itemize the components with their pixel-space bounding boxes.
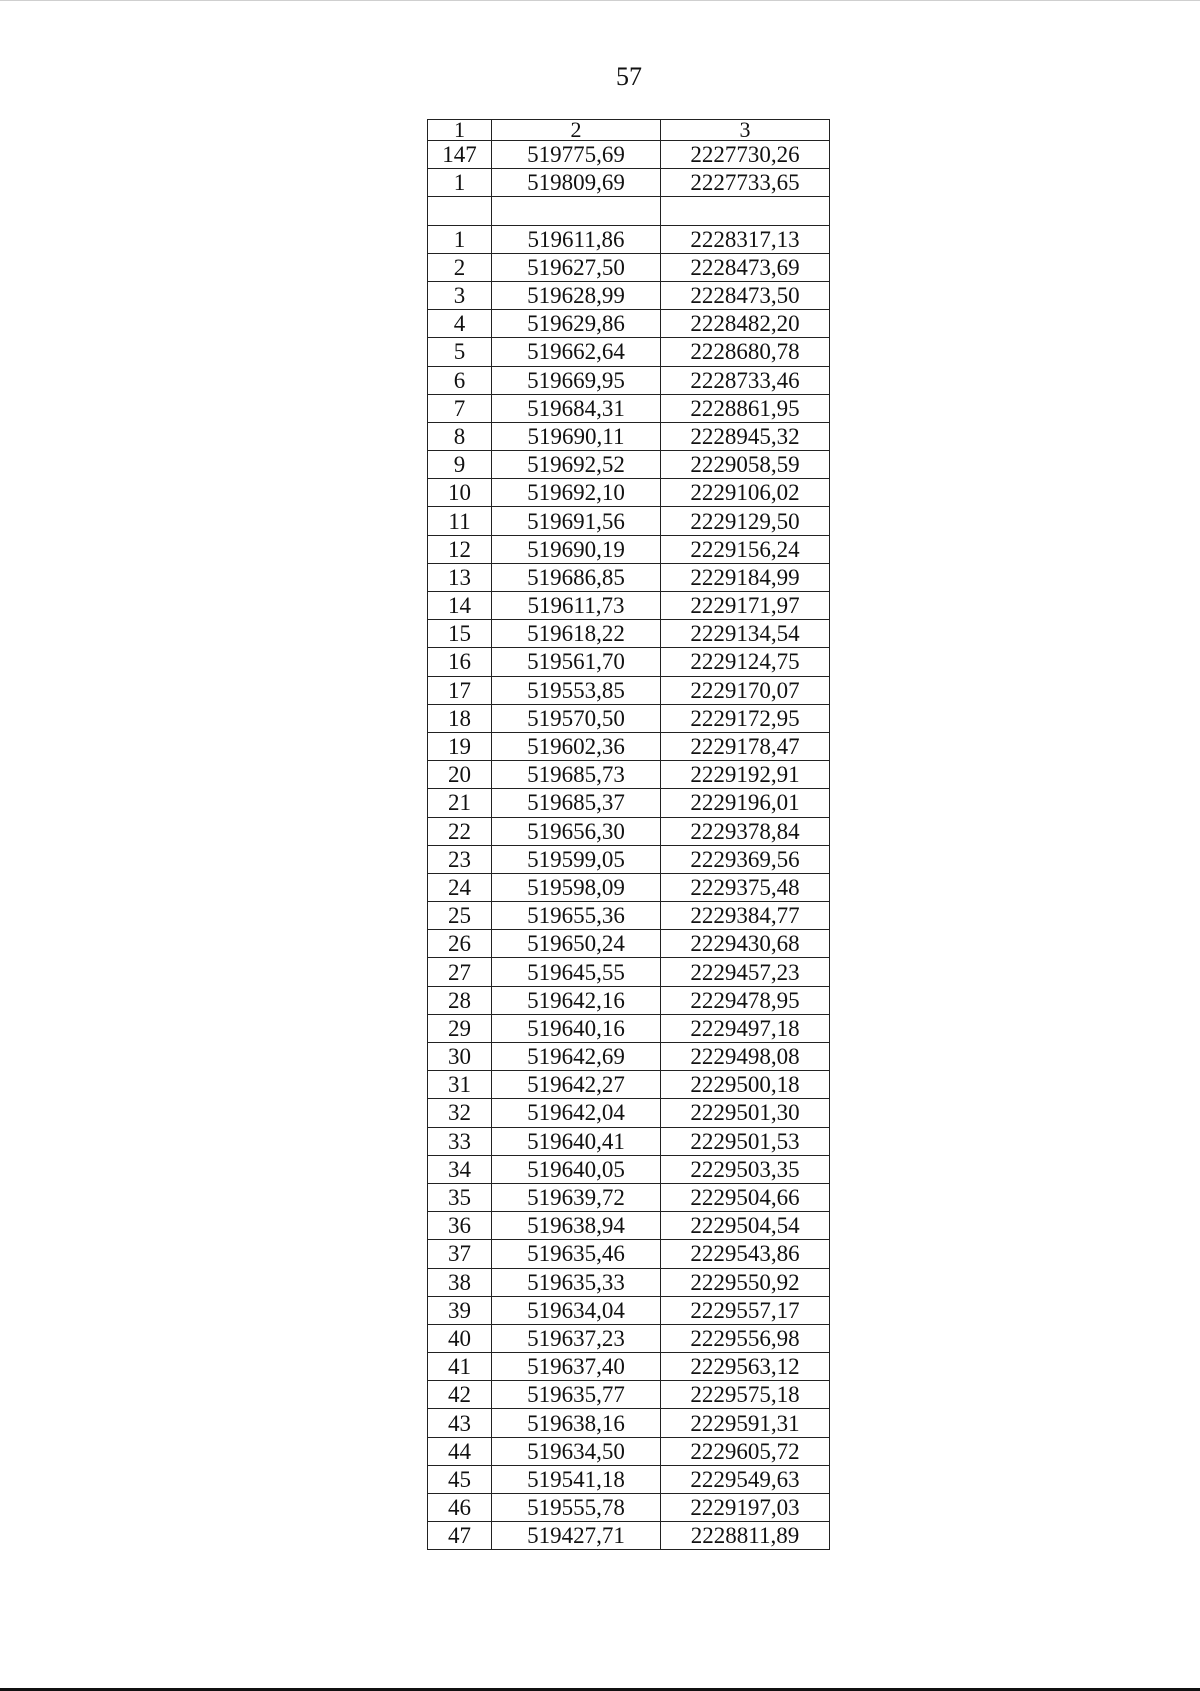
y-coordinate-cell: 2229563,12	[661, 1353, 830, 1381]
x-coordinate-cell: 519602,36	[492, 732, 661, 760]
y-coordinate-cell: 2229375,48	[661, 873, 830, 901]
y-coordinate-cell: 2229497,18	[661, 1014, 830, 1042]
x-coordinate-cell: 519640,41	[492, 1127, 661, 1155]
point-number-cell: 31	[428, 1071, 492, 1099]
point-number-cell: 7	[428, 394, 492, 422]
table-row	[428, 338, 830, 366]
table-row	[428, 225, 830, 253]
y-coordinate-cell: 2229369,56	[661, 845, 830, 873]
y-coordinate-cell: 2228680,78	[661, 338, 830, 366]
table-row	[428, 1043, 830, 1071]
table-row	[428, 197, 830, 225]
column-header: 2	[492, 120, 661, 141]
x-coordinate-cell: 519635,77	[492, 1381, 661, 1409]
point-number-cell: 32	[428, 1099, 492, 1127]
point-number-cell: 35	[428, 1183, 492, 1211]
point-number-cell: 14	[428, 592, 492, 620]
y-coordinate-cell: 2229501,53	[661, 1127, 830, 1155]
table-row	[428, 1437, 830, 1465]
table-row	[428, 563, 830, 591]
point-number-cell: 20	[428, 761, 492, 789]
y-coordinate-cell: 2227730,26	[661, 141, 830, 169]
table-row	[428, 817, 830, 845]
point-number-cell: 10	[428, 479, 492, 507]
table-row	[428, 1240, 830, 1268]
table-row	[428, 366, 830, 394]
y-coordinate-cell: 2229178,47	[661, 732, 830, 760]
point-number-cell: 15	[428, 620, 492, 648]
x-coordinate-cell: 519692,52	[492, 451, 661, 479]
point-number-cell: 27	[428, 958, 492, 986]
y-coordinate-cell: 2228861,95	[661, 394, 830, 422]
point-number-cell: 39	[428, 1296, 492, 1324]
table-row	[428, 845, 830, 873]
y-coordinate-cell: 2228473,69	[661, 253, 830, 281]
table-row	[428, 1099, 830, 1127]
y-coordinate-cell: 2229503,35	[661, 1155, 830, 1183]
point-number-cell: 46	[428, 1494, 492, 1522]
y-coordinate-cell: 2229504,54	[661, 1212, 830, 1240]
y-coordinate-cell: 2228473,50	[661, 281, 830, 309]
table-row	[428, 1522, 830, 1550]
x-coordinate-cell: 519690,19	[492, 535, 661, 563]
table-row	[428, 1071, 830, 1099]
y-coordinate-cell: 2229384,77	[661, 902, 830, 930]
x-coordinate-cell: 519635,33	[492, 1268, 661, 1296]
coordinates-table-body	[428, 120, 830, 1550]
y-coordinate-cell: 2229549,63	[661, 1465, 830, 1493]
y-coordinate-cell: 2229192,91	[661, 761, 830, 789]
x-coordinate-cell: 519685,73	[492, 761, 661, 789]
x-coordinate-cell: 519611,73	[492, 592, 661, 620]
point-number-cell: 42	[428, 1381, 492, 1409]
x-coordinate-cell: 519628,99	[492, 281, 661, 309]
point-number-cell: 2	[428, 253, 492, 281]
table-row	[428, 1212, 830, 1240]
y-coordinate-cell: 2229478,95	[661, 986, 830, 1014]
table-row	[428, 535, 830, 563]
y-coordinate-cell: 2229172,95	[661, 704, 830, 732]
point-number-cell: 8	[428, 422, 492, 450]
x-coordinate-cell: 519555,78	[492, 1494, 661, 1522]
table-row	[428, 507, 830, 535]
point-number-cell: 3	[428, 281, 492, 309]
y-coordinate-cell: 2229500,18	[661, 1071, 830, 1099]
x-coordinate-cell: 519650,24	[492, 930, 661, 958]
point-number-cell: 44	[428, 1437, 492, 1465]
table-row	[428, 1381, 830, 1409]
x-coordinate-cell: 519686,85	[492, 563, 661, 591]
point-number-cell: 22	[428, 817, 492, 845]
point-number-cell: 19	[428, 732, 492, 760]
table-row	[428, 169, 830, 197]
table-row	[428, 1127, 830, 1155]
y-coordinate-cell: 2229156,24	[661, 535, 830, 563]
y-coordinate-cell: 2229591,31	[661, 1409, 830, 1437]
table-row	[428, 958, 830, 986]
point-number-cell: 47	[428, 1522, 492, 1550]
y-coordinate-cell: 2229504,66	[661, 1183, 830, 1211]
table-row	[428, 1465, 830, 1493]
x-coordinate-cell: 519669,95	[492, 366, 661, 394]
y-coordinate-cell: 2229106,02	[661, 479, 830, 507]
point-number-cell: 23	[428, 845, 492, 873]
table-row	[428, 873, 830, 901]
x-coordinate-cell: 519645,55	[492, 958, 661, 986]
point-number-cell: 6	[428, 366, 492, 394]
x-coordinate-cell: 519691,56	[492, 507, 661, 535]
y-coordinate-cell: 2228945,32	[661, 422, 830, 450]
x-coordinate-cell: 519642,27	[492, 1071, 661, 1099]
table-row	[428, 1014, 830, 1042]
y-coordinate-cell: 2229058,59	[661, 451, 830, 479]
column-header: 3	[661, 120, 830, 141]
table-header-row	[428, 120, 830, 141]
point-number-cell: 45	[428, 1465, 492, 1493]
y-coordinate-cell: 2228317,13	[661, 225, 830, 253]
table-row	[428, 676, 830, 704]
table-row	[428, 310, 830, 338]
x-coordinate-cell: 519662,64	[492, 338, 661, 366]
table-row	[428, 732, 830, 760]
y-coordinate-cell: 2229457,23	[661, 958, 830, 986]
x-coordinate-cell: 519685,37	[492, 789, 661, 817]
x-coordinate-cell: 519634,50	[492, 1437, 661, 1465]
table-row	[428, 1155, 830, 1183]
y-coordinate-cell: 2229170,07	[661, 676, 830, 704]
point-number-cell: 1	[428, 169, 492, 197]
table-row	[428, 281, 830, 309]
y-coordinate-cell: 2229129,50	[661, 507, 830, 535]
table-row	[428, 902, 830, 930]
point-number-cell: 40	[428, 1324, 492, 1352]
x-coordinate-cell: 519637,40	[492, 1353, 661, 1381]
y-coordinate-cell: 2229557,17	[661, 1296, 830, 1324]
point-number-cell: 13	[428, 563, 492, 591]
x-coordinate-cell: 519570,50	[492, 704, 661, 732]
x-coordinate-cell: 519637,23	[492, 1324, 661, 1352]
x-coordinate-cell: 519638,94	[492, 1212, 661, 1240]
x-coordinate-cell: 519598,09	[492, 873, 661, 901]
table-row	[428, 1409, 830, 1437]
y-coordinate-cell: 2229196,01	[661, 789, 830, 817]
y-coordinate-cell: 2229134,54	[661, 620, 830, 648]
point-number-cell: 147	[428, 141, 492, 169]
y-coordinate-cell: 2229543,86	[661, 1240, 830, 1268]
table-row	[428, 422, 830, 450]
table-row	[428, 986, 830, 1014]
page-number: 57	[616, 62, 642, 91]
point-number-cell: 12	[428, 535, 492, 563]
x-coordinate-cell: 519642,04	[492, 1099, 661, 1127]
x-coordinate-cell	[492, 197, 661, 225]
x-coordinate-cell: 519642,69	[492, 1043, 661, 1071]
point-number-cell: 11	[428, 507, 492, 535]
y-coordinate-cell: 2229430,68	[661, 930, 830, 958]
y-coordinate-cell: 2227733,65	[661, 169, 830, 197]
x-coordinate-cell: 519618,22	[492, 620, 661, 648]
table-row	[428, 253, 830, 281]
point-number-cell	[428, 197, 492, 225]
y-coordinate-cell	[661, 197, 830, 225]
table-row	[428, 141, 830, 169]
x-coordinate-cell: 519640,16	[492, 1014, 661, 1042]
table-row	[428, 1268, 830, 1296]
y-coordinate-cell: 2229184,99	[661, 563, 830, 591]
table-row	[428, 1353, 830, 1381]
y-coordinate-cell: 2229550,92	[661, 1268, 830, 1296]
table-row	[428, 620, 830, 648]
table-row	[428, 704, 830, 732]
point-number-cell: 28	[428, 986, 492, 1014]
point-number-cell: 33	[428, 1127, 492, 1155]
point-number-cell: 26	[428, 930, 492, 958]
y-coordinate-cell: 2229575,18	[661, 1381, 830, 1409]
x-coordinate-cell: 519541,18	[492, 1465, 661, 1493]
point-number-cell: 9	[428, 451, 492, 479]
point-number-cell: 18	[428, 704, 492, 732]
x-coordinate-cell: 519553,85	[492, 676, 661, 704]
x-coordinate-cell: 519561,70	[492, 648, 661, 676]
x-coordinate-cell: 519627,50	[492, 253, 661, 281]
x-coordinate-cell: 519656,30	[492, 817, 661, 845]
y-coordinate-cell: 2228811,89	[661, 1522, 830, 1550]
point-number-cell: 43	[428, 1409, 492, 1437]
x-coordinate-cell: 519655,36	[492, 902, 661, 930]
table-row	[428, 648, 830, 676]
table-row	[428, 761, 830, 789]
point-number-cell: 41	[428, 1353, 492, 1381]
table-row	[428, 1183, 830, 1211]
x-coordinate-cell: 519775,69	[492, 141, 661, 169]
table-row	[428, 592, 830, 620]
table-row	[428, 930, 830, 958]
x-coordinate-cell: 519599,05	[492, 845, 661, 873]
y-coordinate-cell: 2229378,84	[661, 817, 830, 845]
column-header: 1	[428, 120, 492, 141]
coordinates-table	[427, 119, 830, 1550]
x-coordinate-cell: 519809,69	[492, 169, 661, 197]
x-coordinate-cell: 519629,86	[492, 310, 661, 338]
point-number-cell: 1	[428, 225, 492, 253]
x-coordinate-cell: 519634,04	[492, 1296, 661, 1324]
point-number-cell: 34	[428, 1155, 492, 1183]
y-coordinate-cell: 2229501,30	[661, 1099, 830, 1127]
table-row	[428, 394, 830, 422]
table-row	[428, 1494, 830, 1522]
x-coordinate-cell: 519427,71	[492, 1522, 661, 1550]
point-number-cell: 17	[428, 676, 492, 704]
y-coordinate-cell: 2229605,72	[661, 1437, 830, 1465]
point-number-cell: 4	[428, 310, 492, 338]
y-coordinate-cell: 2229171,97	[661, 592, 830, 620]
point-number-cell: 30	[428, 1043, 492, 1071]
x-coordinate-cell: 519640,05	[492, 1155, 661, 1183]
x-coordinate-cell: 519692,10	[492, 479, 661, 507]
x-coordinate-cell: 519684,31	[492, 394, 661, 422]
point-number-cell: 36	[428, 1212, 492, 1240]
x-coordinate-cell: 519611,86	[492, 225, 661, 253]
y-coordinate-cell: 2228482,20	[661, 310, 830, 338]
point-number-cell: 38	[428, 1268, 492, 1296]
point-number-cell: 25	[428, 902, 492, 930]
point-number-cell: 21	[428, 789, 492, 817]
point-number-cell: 16	[428, 648, 492, 676]
point-number-cell: 24	[428, 873, 492, 901]
table-row	[428, 451, 830, 479]
point-number-cell: 5	[428, 338, 492, 366]
y-coordinate-cell: 2228733,46	[661, 366, 830, 394]
x-coordinate-cell: 519642,16	[492, 986, 661, 1014]
x-coordinate-cell: 519638,16	[492, 1409, 661, 1437]
point-number-cell: 37	[428, 1240, 492, 1268]
x-coordinate-cell: 519639,72	[492, 1183, 661, 1211]
y-coordinate-cell: 2229498,08	[661, 1043, 830, 1071]
point-number-cell: 29	[428, 1014, 492, 1042]
x-coordinate-cell: 519690,11	[492, 422, 661, 450]
y-coordinate-cell: 2229556,98	[661, 1324, 830, 1352]
table-row	[428, 1324, 830, 1352]
y-coordinate-cell: 2229124,75	[661, 648, 830, 676]
y-coordinate-cell: 2229197,03	[661, 1494, 830, 1522]
table-row	[428, 1296, 830, 1324]
table-row	[428, 479, 830, 507]
x-coordinate-cell: 519635,46	[492, 1240, 661, 1268]
table-row	[428, 789, 830, 817]
